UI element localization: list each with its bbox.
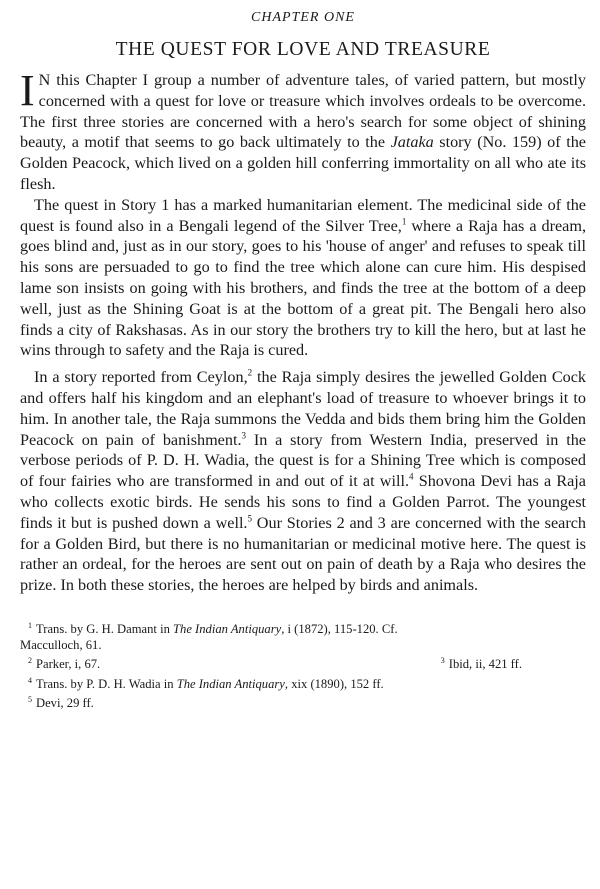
footnote-1-text-b: , i (1872), 115-120. Cf. — [281, 622, 398, 637]
footnote-1-text-a: Trans. by G. H. Damant in — [36, 622, 174, 637]
paragraph-3-part-b: the Raja simply desires the jewelled Golden Cock and offers half his kingdom and an elephant's load of treasure to whoever brings it to him. In another tale, the Raja summons the Vedda and bids them bring him the Golden Peacock on pain of banishment. — [20, 368, 586, 449]
paragraph-3-part-a: In a story reported from Ceylon, — [34, 368, 248, 387]
paragraph-2-part-a: The quest in Story 1 has a marked humanitarian element. The medicinal side of the quest is found also in a Bengali legend of the Silver Tree, — [20, 195, 586, 235]
footnote-ref-4: 4 — [409, 471, 414, 482]
footnote-5-number: 5 — [28, 695, 32, 705]
chapter-label: CHAPTER ONE — [251, 10, 355, 25]
paragraph-2 — [20, 195, 586, 361]
footnote-5 — [20, 692, 586, 712]
footnote-ref-3: 3 — [241, 430, 246, 441]
paragraph-1 — [20, 66, 586, 195]
paragraph-1-tail: story (No. 159) of the Golden Peacock, which lived on a golden hill conferring immortality on all who ate its flesh. — [20, 133, 586, 193]
footnote-3-number: 3 — [440, 656, 445, 666]
footnote-4 — [20, 673, 586, 693]
footnote-2 — [28, 653, 100, 673]
footnote-4-number: 4 — [28, 675, 32, 685]
drop-cap: I — [20, 66, 35, 115]
footnote-3-text: Ibid, ii, 421 ff. — [448, 657, 522, 672]
footnote-1-number: 1 — [28, 620, 32, 630]
paragraph-1-text: N this Chapter I group a number of adventure tales, of varied pattern, but mostly concerned with a quest for love or treasure which involves ordeals to be overcome. The first three stories are concerned with a hero's search for some object of shining beauty, a motif that seems to go back ultimately to the — [20, 71, 586, 152]
paragraph-2-part-b: where a Raja has a dream, goes blind and, just as in our story, goes to his 'house of anger' and refuses to speak till his sons are persuaded to go to find the tree which alone can cure him. His despised lame son insists on going with his brothers, and finds the tree at the bottom of a deep well, just as the Shining Goat is at the bottom of a great pit. The Bengali hero also finds a city of Rakshasas. As in our story the brothers try to kill the hero, but at last he wins through to safety and the Raja is cured. — [20, 216, 586, 360]
footnote-4-text-a: Trans. by P. D. H. Wadia in — [36, 676, 177, 691]
footnote-5-text: Devi, 29 ff. — [36, 696, 94, 711]
footnote-3 — [441, 653, 522, 673]
footnote-1-journal: The Indian Antiquary — [173, 622, 282, 637]
paragraph-3 — [20, 367, 586, 596]
footnote-2-number: 2 — [28, 656, 32, 666]
paragraph-3-part-c: In a story from Western India, preserved in the verbose periods of P. D. H. Wadia, the quest is for a Shining Tree which is composed of four fairies who are transformed in and out of it at will. — [20, 430, 586, 491]
paragraph-3-part-d: Shovona Devi has a Raja who collects exotic birds. He sends his sons to find a Golden Parrot. The youngest finds it but is pushed down a well. — [20, 472, 586, 532]
footnote-ref-5: 5 — [247, 513, 252, 524]
footnote-1-continuation: Macculloch, 61. — [20, 637, 102, 652]
body-text — [20, 66, 586, 596]
footnote-ref-1: 1 — [401, 216, 407, 227]
footnote-4-journal: The Indian Antiquary — [176, 676, 285, 691]
footnotes — [20, 618, 586, 712]
footnote-1 — [20, 618, 586, 638]
footnote-2-text: Parker, i, 67. — [36, 657, 101, 672]
chapter-title: THE QUEST FOR LOVE AND TREASURE — [115, 39, 491, 60]
footnote-4-text-b: , xix (1890), 152 ff. — [284, 676, 384, 691]
paragraph-3-part-e: Our Stories 2 and 3 are concerned with the search for a Golden Bird, but there is no humanitarian or medicinal motive here. The quest is rather an ordeal, for the heroes are sent out on pain of death by a Raja who desires the prize. In both these stories, the heroes are helped by birds and animals. — [20, 513, 586, 595]
footnote-row-2-3 — [20, 653, 586, 673]
footnote-ref-2: 2 — [247, 367, 253, 378]
jataka-italic: Jataka — [390, 133, 434, 152]
